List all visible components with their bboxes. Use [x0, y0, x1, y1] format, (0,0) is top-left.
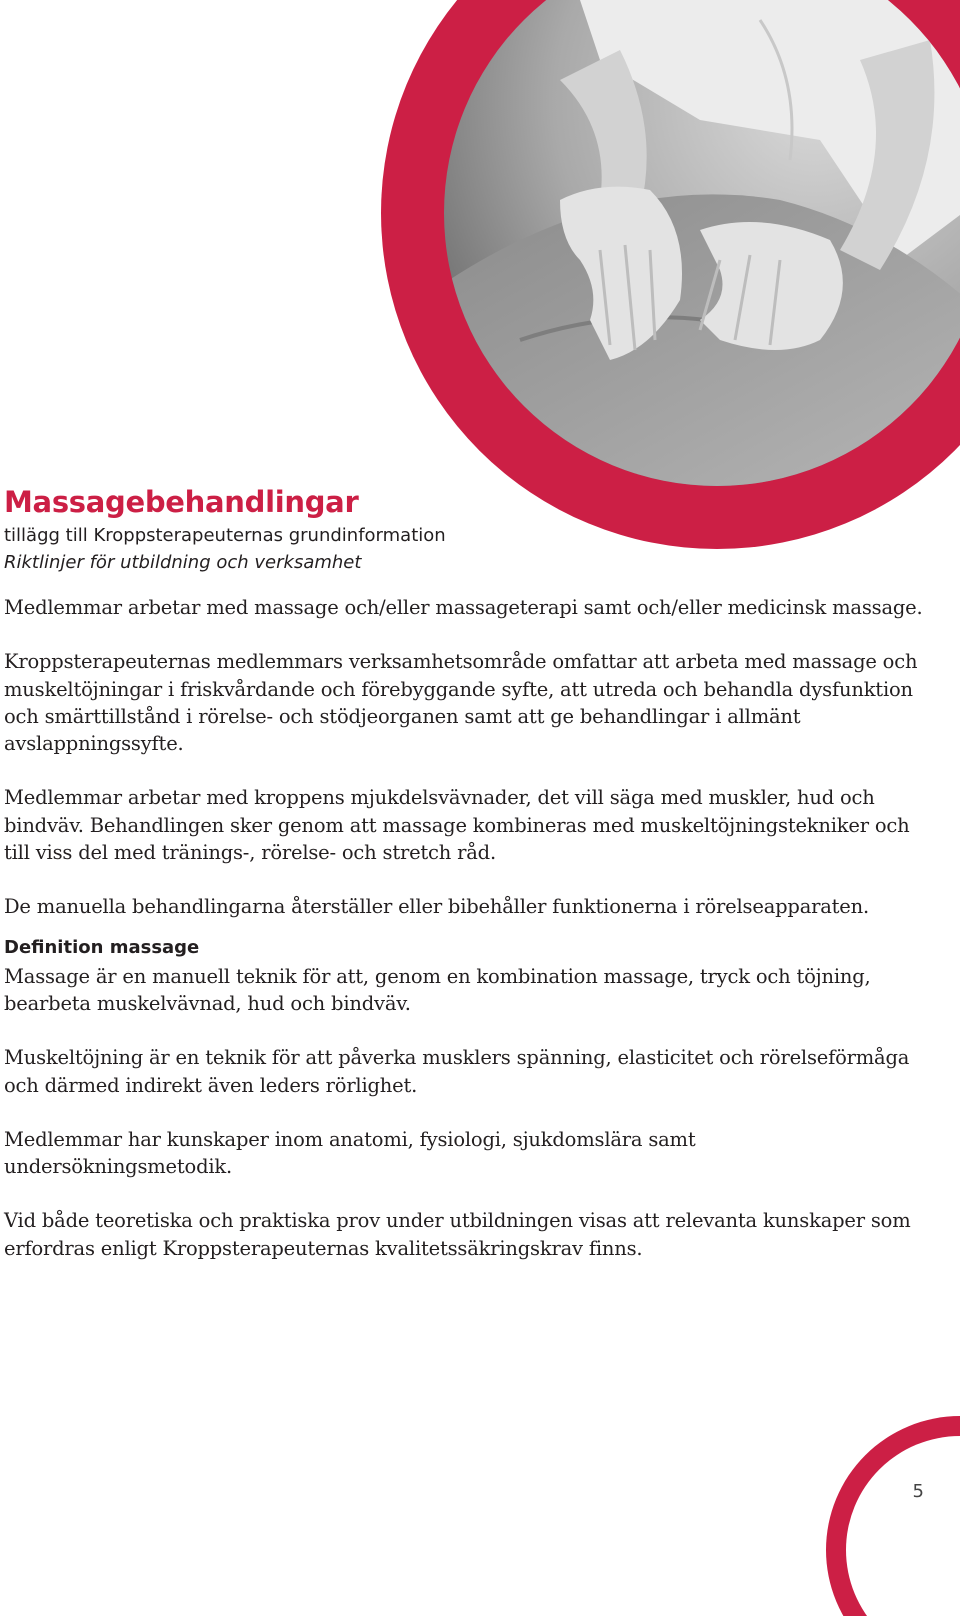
page-title: Massagebehandlingar [4, 485, 359, 519]
hero-massage-photo [0, 0, 960, 560]
definition-paragraph-4: Vid både teoretiska och praktiska prov under utbildningen visas att relevanta kunskaper som erfordras enligt Kroppsterapeuternas kvalitetssäkringskrav finns. [4, 1209, 911, 1260]
definition-paragraph-2: Muskeltöjning är en teknik för att påverka musklers spänning, elasticitet och rörelseförmåga och därmed indirekt även leders rörlighet. [4, 1046, 910, 1097]
paragraph-1: Medlemmar arbetar med massage och/eller massageterapi samt och/eller medicinsk massage. [4, 596, 923, 619]
paragraph-2: Kroppsterapeuternas medlemmars verksamhetsområde omfattar att arbeta med massage och muskeltöjningar i friskvårdande och förebyggande syfte, att utreda och behandla dysfunktion och smärttillstånd i rörelse- och stödjeorganen samt att ge behandlingar i allmänt avslappningssyfte. [4, 650, 918, 756]
paragraph-3: Medlemmar arbetar med kroppens mjukdelsvävnader, det vill säga med muskler, hud och bindväv. Behandlingen sker genom att massage kombineras med muskeltöjningstekniker och till viss del med tränings-, rörelse- och stretch råd. [4, 786, 910, 865]
definition-paragraph-1: Massage är en manuell teknik för att, genom en kombination massage, tryck och töjning, bearbeta muskelvävnad, hud och bindväv. [4, 964, 871, 1015]
page-number: 5 [912, 1481, 924, 1502]
definition-heading: Definition massage [4, 936, 200, 958]
paragraph-4: De manuella behandlingarna återställer eller bibehåller funktionerna i rörelseapparaten. [4, 895, 870, 919]
document-body [4, 484, 924, 1262]
subtitle-italic: Riktlinjer för utbildning och verksamhet [4, 552, 362, 573]
definition-paragraph-3: Medlemmar har kunskaper inom anatomi, fysiologi, sjukdomslära samt undersökningsmetodik. [4, 1127, 696, 1179]
red-ring-corner-icon [826, 1416, 960, 1616]
subtitle: tillägg till Kroppsterapeuternas grundinformation [4, 525, 446, 546]
